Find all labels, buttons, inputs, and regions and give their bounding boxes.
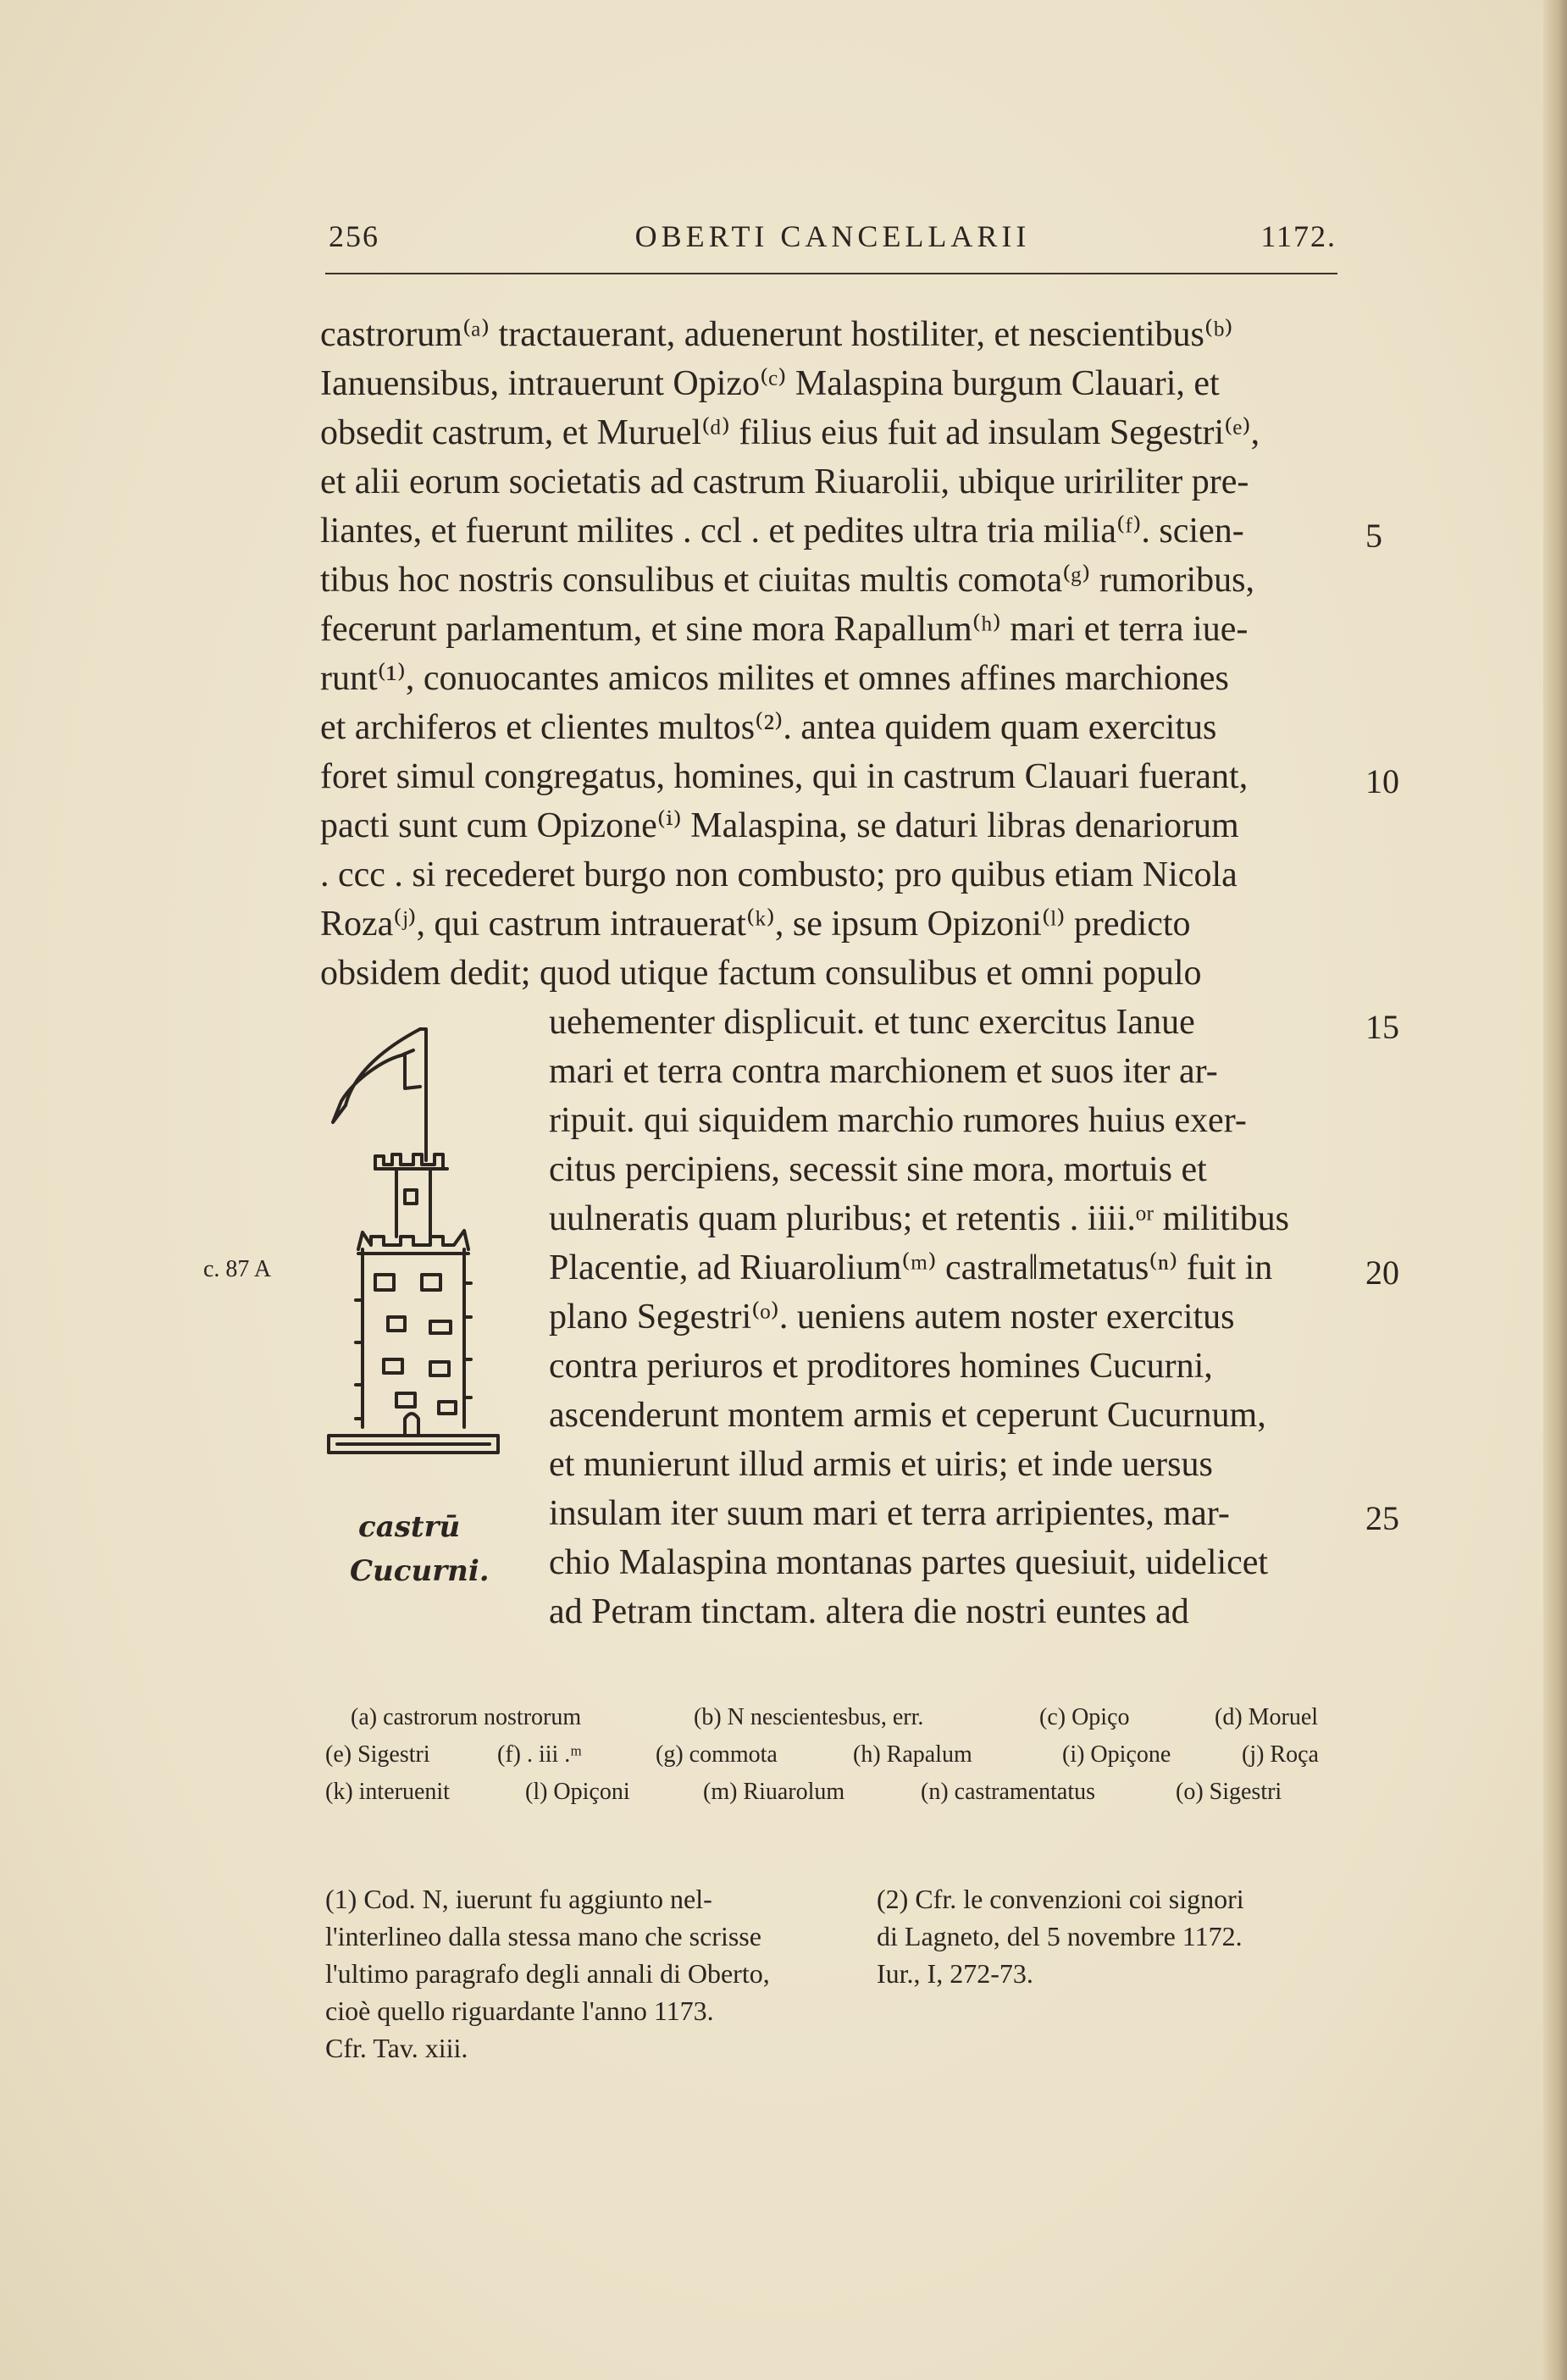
variant-notes-row — [325, 1704, 1342, 1738]
body-line: Ianuensibus, intrauerunt Opizo⁽ᶜ⁾ Malaspina burgum Clauari, et — [320, 364, 1220, 403]
header-rule — [325, 273, 1337, 274]
variant-note: (e) Sigestri — [325, 1741, 430, 1768]
body-line: fecerunt parlamentum, et sine mora Rapallum⁽ʰ⁾ mari et terra iue- — [320, 610, 1249, 649]
body-line: castrorum⁽ᵃ⁾ tractauerant, aduenerunt hostiliter, et nescientibus⁽ᵇ⁾ — [320, 315, 1233, 354]
page-edge — [1543, 0, 1567, 2380]
body-line: obsedit castrum, et Muruel⁽ᵈ⁾ filius eius fuit ad insulam Segestri⁽ᵉ⁾, — [320, 413, 1260, 452]
footnote-line: Iur., I, 272-73. — [877, 1958, 1033, 1989]
body-line: chio Malaspina montanas partes quesiuit, uidelicet — [549, 1543, 1269, 1582]
body-line: Placentie, ad Riuarolium⁽ᵐ⁾ castra‖metatus⁽ⁿ⁾ fuit in — [549, 1248, 1273, 1287]
folio-margin-note: c. 87 A — [203, 1256, 272, 1282]
body-line: ascenderunt montem armis et ceperunt Cucurnum, — [549, 1396, 1266, 1435]
running-title: OBERTI CANCELLARII — [634, 219, 1031, 253]
drawing-caption-line-1: castrū — [358, 1510, 461, 1544]
body-line: et archiferos et clientes multos⁽²⁾. antea quidem quam exercitus — [320, 708, 1217, 747]
body-line: foret simul congregatus, homines, qui in castrum Clauari fuerant, — [320, 757, 1249, 796]
variant-notes-row — [325, 1779, 1342, 1813]
footnote-line: di Lagneto, del 5 novembre 1172. — [877, 1921, 1243, 1951]
variant-note: (f) . iii .ᵐ — [497, 1741, 582, 1768]
page-number: 256 — [329, 219, 379, 253]
body-line: obsidem dedit; quod utique factum consulibus et omni populo — [320, 954, 1202, 993]
body-line: citus percipiens, secessit sine mora, mortuis et — [549, 1150, 1207, 1189]
footnote-line: (2) Cfr. le convenzioni coi signori — [877, 1884, 1244, 1914]
body-line: mari et terra contra marchionem et suos iter ar- — [549, 1052, 1218, 1091]
variant-note: (l) Opiçoni — [525, 1779, 630, 1805]
body-line: uulneratis quam pluribus; et retentis . iiii.ᵒʳ militibus — [549, 1199, 1289, 1238]
footnote-1 — [325, 1880, 817, 2067]
line-number: 25 — [1365, 1499, 1399, 1537]
running-header — [329, 219, 1337, 261]
body-line: pacti sunt cum Opizone⁽ⁱ⁾ Malaspina, se daturi libras denariorum — [320, 806, 1239, 845]
variant-note: (j) Roça — [1242, 1741, 1319, 1768]
body-line: plano Segestri⁽ᵒ⁾. ueniens autem noster exercitus — [549, 1298, 1235, 1337]
line-number: 20 — [1365, 1254, 1399, 1292]
body-line: tibus hoc nostris consulibus et ciuitas multis comota⁽ᵍ⁾ rumoribus, — [320, 561, 1255, 600]
body-line: ripuit. qui siquidem marchio rumores huius exer- — [549, 1101, 1247, 1140]
line-number: 15 — [1365, 1008, 1399, 1046]
footnote-line: (1) Cod. N, iuerunt fu aggiunto nel- — [325, 1884, 712, 1914]
variant-note: (n) castramentatus — [921, 1779, 1096, 1805]
body-line: et alii eorum societatis ad castrum Riuarolii, ubique uririliter pre- — [320, 462, 1249, 501]
body-line: Roza⁽ʲ⁾, qui castrum intrauerat⁽ᵏ⁾, se ipsum Opizoni⁽ˡ⁾ predicto — [320, 905, 1191, 944]
body-line: . ccc . si recederet burgo non combusto; pro quibus etiam Nicola — [320, 855, 1238, 894]
line-number: 5 — [1365, 517, 1382, 555]
header-year: 1172. — [1260, 219, 1337, 253]
body-line: et munierunt illud armis et uiris; et inde uersus — [549, 1445, 1213, 1484]
tower-illustration — [320, 1021, 515, 1495]
castle-tower-drawing — [320, 1021, 515, 1588]
drawing-caption-line-2: Cucurni. — [350, 1554, 490, 1588]
variant-note: (h) Rapalum — [853, 1741, 972, 1768]
body-line: uehementer displicuit. et tunc exercitus Ianue — [549, 1003, 1195, 1042]
footnote-line: Cfr. Tav. xiii. — [325, 2033, 468, 2063]
body-line: ad Petram tinctam. altera die nostri euntes ad — [549, 1592, 1189, 1631]
body-line: runt⁽¹⁾, conuocantes amicos milites et omnes affines marchiones — [320, 659, 1229, 698]
body-line: liantes, et fuerunt milites . ccl . et pedites ultra tria milia⁽ᶠ⁾. scien- — [320, 512, 1244, 551]
variant-note: (a) castrorum nostrorum — [351, 1704, 582, 1730]
body-line: insulam iter suum mari et terra arripientes, mar- — [549, 1494, 1230, 1533]
footnote-line: cioè quello riguardante l'anno 1173. — [325, 1995, 714, 2026]
variant-note: (m) Riuarolum — [703, 1779, 845, 1805]
footnote-line: l'interlineo dalla stessa mano che scrisse — [325, 1921, 761, 1951]
body-line: contra periuros et proditores homines Cucurni, — [549, 1347, 1213, 1386]
variant-notes-row — [325, 1741, 1342, 1775]
footnote-line: l'ultimo paragrafo degli annali di Oberto, — [325, 1958, 770, 1989]
variant-note: (k) interuenit — [325, 1779, 450, 1805]
variant-note: (d) Moruel — [1215, 1704, 1319, 1730]
variant-note: (c) Opiço — [1039, 1704, 1130, 1730]
variant-note: (g) commota — [656, 1741, 778, 1768]
footnote-2 — [877, 1880, 1344, 1992]
variant-note: (b) N nescientesbus, err. — [694, 1704, 924, 1730]
variant-note: (o) Sigestri — [1176, 1779, 1282, 1805]
line-number: 10 — [1365, 762, 1399, 800]
variant-note: (i) Opiçone — [1062, 1741, 1171, 1768]
